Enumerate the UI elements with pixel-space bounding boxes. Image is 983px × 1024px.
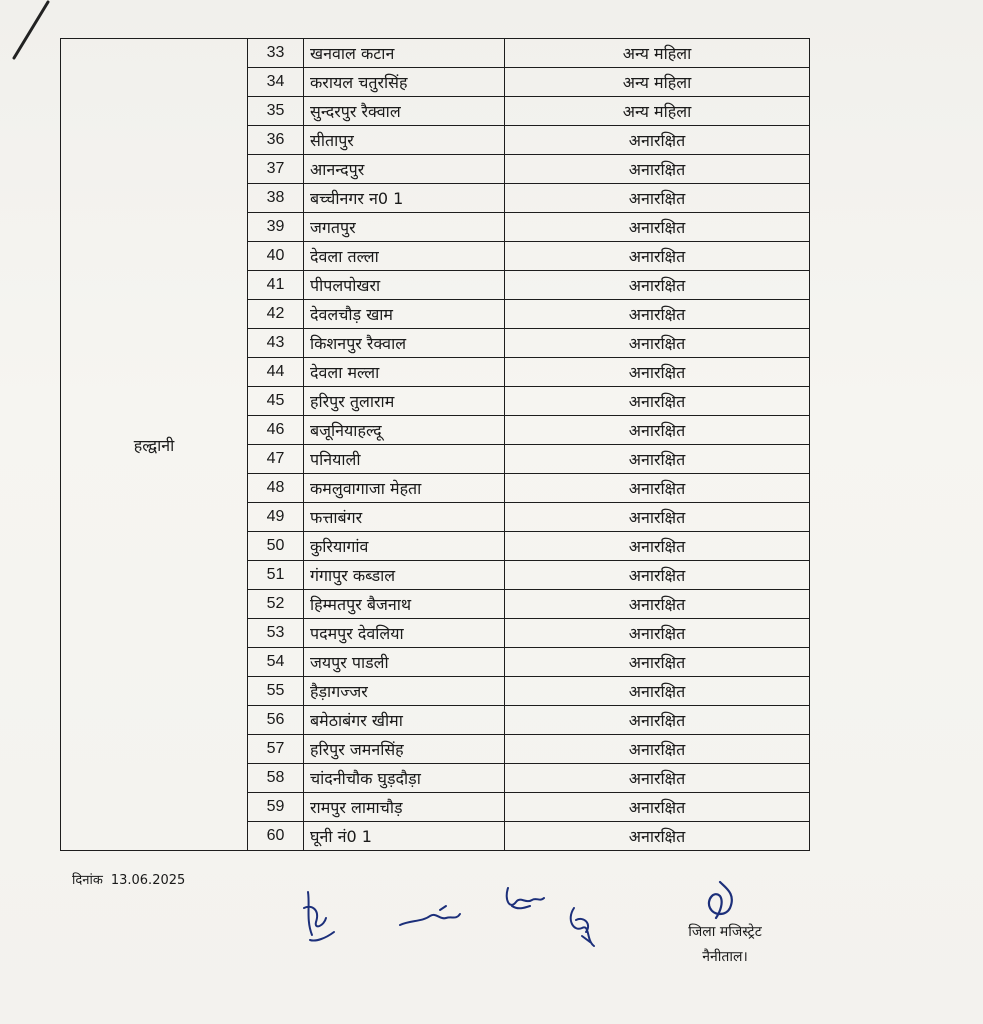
serial-number-cell: 55 <box>248 677 304 706</box>
gram-panchayat-name-cell: बजूनियाहल्दू <box>304 416 505 445</box>
gram-panchayat-name-cell: पनियाली <box>304 445 505 474</box>
serial-number-cell: 37 <box>248 155 304 184</box>
reservation-category-cell: अनारक्षित <box>505 271 810 300</box>
reservation-category-cell: अनारक्षित <box>505 155 810 184</box>
reservation-category-cell: अनारक्षित <box>505 329 810 358</box>
reservation-category-cell: अनारक्षित <box>505 619 810 648</box>
serial-number-cell: 33 <box>248 39 304 68</box>
table-body <box>61 39 810 851</box>
gram-panchayat-name-cell: आनन्दपुर <box>304 155 505 184</box>
reservation-category-cell: अनारक्षित <box>505 213 810 242</box>
reservation-category-cell: अनारक्षित <box>505 735 810 764</box>
serial-number-cell: 35 <box>248 97 304 126</box>
reservation-category-cell: अन्य महिला <box>505 97 810 126</box>
serial-number-cell: 44 <box>248 358 304 387</box>
serial-number-cell: 51 <box>248 561 304 590</box>
serial-number-cell: 36 <box>248 126 304 155</box>
serial-number-cell: 39 <box>248 213 304 242</box>
gram-panchayat-name-cell: जगतपुर <box>304 213 505 242</box>
reservation-category-cell: अनारक्षित <box>505 822 810 851</box>
gram-panchayat-name-cell: सीतापुर <box>304 126 505 155</box>
reservation-category-cell: अनारक्षित <box>505 445 810 474</box>
serial-number-cell: 48 <box>248 474 304 503</box>
date-line <box>72 870 193 888</box>
gram-panchayat-name-cell: बच्चीनगर न0 1 <box>304 184 505 213</box>
gram-panchayat-name-cell: हिम्मतपुर बैजनाथ <box>304 590 505 619</box>
reservation-category-cell: अनारक्षित <box>505 300 810 329</box>
serial-number-cell: 38 <box>248 184 304 213</box>
gram-panchayat-name-cell: फत्ताबंगर <box>304 503 505 532</box>
dm-place: नैनीताल। <box>702 949 748 965</box>
gram-panchayat-name-cell: कमलुवागाजा मेहता <box>304 474 505 503</box>
serial-number-cell: 59 <box>248 793 304 822</box>
serial-number-cell: 54 <box>248 648 304 677</box>
date-label: दिनांक <box>72 873 103 888</box>
gram-panchayat-name-cell: कुरियागांव <box>304 532 505 561</box>
reservation-category-cell: अनारक्षित <box>505 677 810 706</box>
reservation-category-cell: अनारक्षित <box>505 532 810 561</box>
gram-panchayat-name-cell: बमेठाबंगर खीमा <box>304 706 505 735</box>
serial-number-cell: 50 <box>248 532 304 561</box>
serial-number-cell: 43 <box>248 329 304 358</box>
reservation-category-cell: अनारक्षित <box>505 474 810 503</box>
reservation-category-cell: अनारक्षित <box>505 126 810 155</box>
reservation-category-cell: अनारक्षित <box>505 561 810 590</box>
serial-number-cell: 40 <box>248 242 304 271</box>
serial-number-cell: 53 <box>248 619 304 648</box>
reservation-category-cell: अनारक्षित <box>505 793 810 822</box>
gram-panchayat-name-cell: जयपुर पाडली <box>304 648 505 677</box>
dm-title: जिला मजिस्ट्रेट <box>688 924 762 940</box>
district-magistrate-block <box>640 878 810 988</box>
serial-number-cell: 60 <box>248 822 304 851</box>
gram-panchayat-name-cell: रामपुर लामाचौड़ <box>304 793 505 822</box>
gram-panchayat-name-cell: देवला मल्ला <box>304 358 505 387</box>
reservation-table <box>60 38 810 851</box>
reservation-category-cell: अनारक्षित <box>505 590 810 619</box>
reservation-category-cell: अनारक्षित <box>505 764 810 793</box>
date-value: 13.06.2025 <box>110 873 186 888</box>
serial-number-cell: 57 <box>248 735 304 764</box>
serial-number-cell: 52 <box>248 590 304 619</box>
reservation-category-cell: अन्य महिला <box>505 39 810 68</box>
gram-panchayat-name-cell: हैड़ागज्जर <box>304 677 505 706</box>
gram-panchayat-name-cell: चांदनीचौक घुड़दौड़ा <box>304 764 505 793</box>
initials-signatures <box>290 880 620 970</box>
gram-panchayat-name-cell: हरिपुर तुलाराम <box>304 387 505 416</box>
serial-number-cell: 42 <box>248 300 304 329</box>
serial-number-cell: 46 <box>248 416 304 445</box>
gram-panchayat-name-cell: गंगापुर कब्डाल <box>304 561 505 590</box>
serial-number-cell: 56 <box>248 706 304 735</box>
reservation-category-cell: अनारक्षित <box>505 387 810 416</box>
gram-panchayat-name-cell: हरिपुर जमनसिंह <box>304 735 505 764</box>
reservation-category-cell: अनारक्षित <box>505 416 810 445</box>
gram-panchayat-name-cell: करायल चतुरसिंह <box>304 68 505 97</box>
reservation-category-cell: अनारक्षित <box>505 503 810 532</box>
serial-number-cell: 34 <box>248 68 304 97</box>
gram-panchayat-name-cell: देवलचौड़ खाम <box>304 300 505 329</box>
gram-panchayat-name-cell: देवला तल्ला <box>304 242 505 271</box>
reservation-category-cell: अनारक्षित <box>505 184 810 213</box>
reservation-category-cell: अनारक्षित <box>505 358 810 387</box>
table-row <box>61 39 810 68</box>
gram-panchayat-name-cell: घूनी नं0 1 <box>304 822 505 851</box>
reservation-category-cell: अनारक्षित <box>505 706 810 735</box>
pen-stroke-mark <box>8 0 58 70</box>
serial-number-cell: 49 <box>248 503 304 532</box>
serial-number-cell: 41 <box>248 271 304 300</box>
block-name-cell: हल्द्वानी <box>61 39 248 851</box>
reservation-category-cell: अनारक्षित <box>505 242 810 271</box>
reservation-category-cell: अन्य महिला <box>505 68 810 97</box>
gram-panchayat-name-cell: पदमपुर देवलिया <box>304 619 505 648</box>
serial-number-cell: 47 <box>248 445 304 474</box>
gram-panchayat-name-cell: किशनपुर रैक्वाल <box>304 329 505 358</box>
serial-number-cell: 45 <box>248 387 304 416</box>
gram-panchayat-name-cell: सुन्दरपुर रैक्वाल <box>304 97 505 126</box>
gram-panchayat-name-cell: पीपलपोखरा <box>304 271 505 300</box>
dm-signature <box>696 878 746 922</box>
reservation-category-cell: अनारक्षित <box>505 648 810 677</box>
serial-number-cell: 58 <box>248 764 304 793</box>
gram-panchayat-name-cell: खनवाल कटान <box>304 39 505 68</box>
